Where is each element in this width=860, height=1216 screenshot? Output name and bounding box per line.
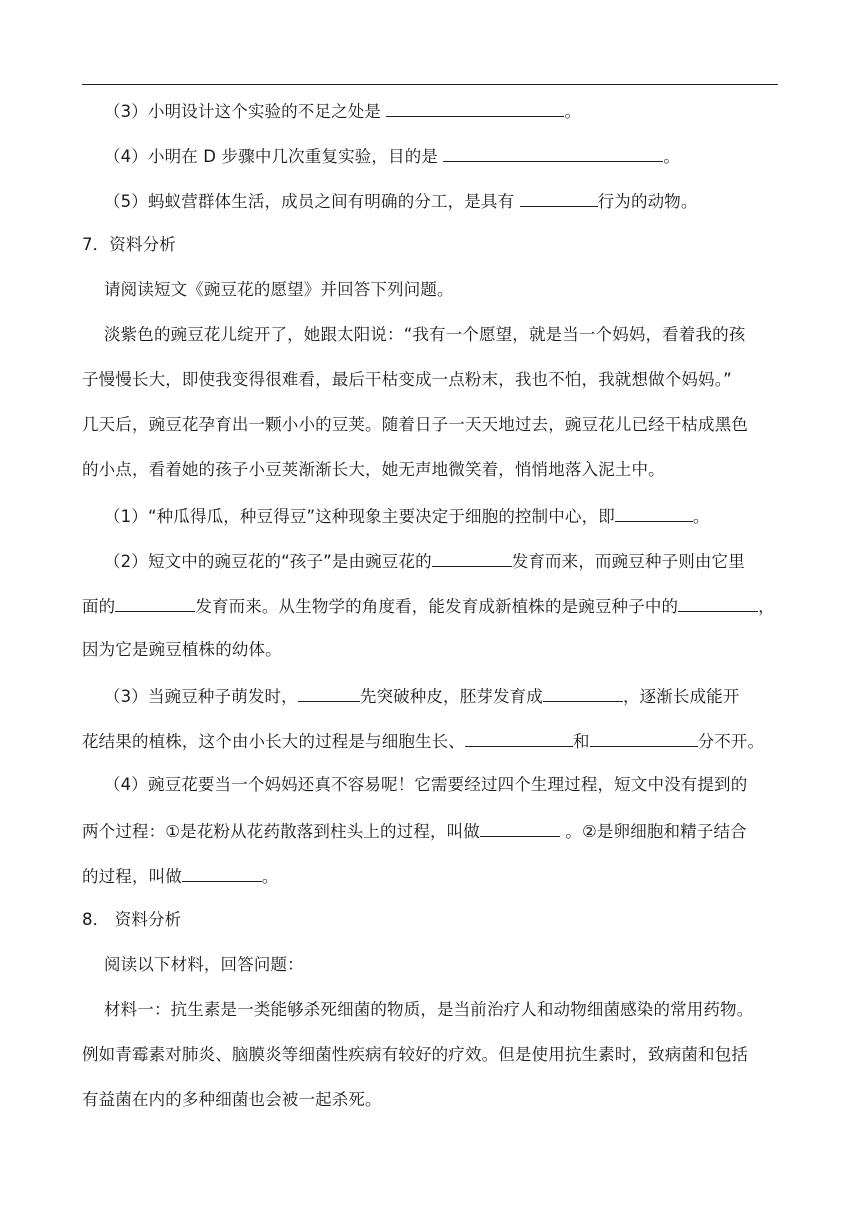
answer-blank[interactable] [543, 684, 623, 702]
q7-story-line-2: 子慢慢长大，即使我变得很难看，最后干枯变成一点粉末，我也不怕，我就想做个妈妈。” [82, 370, 732, 389]
q7-story-line-4: 的小点，看着她的孩子小豆荚渐渐长大，她无声地微笑着，悄悄地落入泥土中。 [82, 460, 665, 479]
q7-part3-line-1: （3）当豌豆种子萌发时， 先突破种皮，胚芽发育成 ，逐渐长成能开 [104, 684, 784, 708]
q8-heading: 8． 资料分析 [82, 910, 182, 929]
q7-part1: （1）“种瓜得瓜，种豆得豆”这种现象主要决定于细胞的控制中心，即 。 [104, 504, 784, 528]
q7-part4-line-3: 的过程，叫做 。 [82, 864, 782, 888]
q7-part2-line-1: （2）短文中的豌豆花的“孩子”是由豌豆花的 发育而来，而豌豆种子则由它里 [104, 549, 784, 573]
answer-blank[interactable] [432, 549, 512, 567]
q8-intro: 阅读以下材料，回答问题： [104, 955, 304, 974]
q7-story-line-3: 几天后，豌豆花孕育出一颗小小的豆荚。随着日子一天天地过去，豌豆花儿已经干枯成黑色 [82, 415, 748, 434]
q6-part4-text: （4）小明在 D 步骤中几次重复实验，目的是 [104, 147, 444, 166]
q6-part4: （4）小明在 D 步骤中几次重复实验，目的是 。 [104, 144, 784, 168]
q7-part4-line-2: 两个过程：①是花粉从花药散落到柱头上的过程，叫做 。②是卵细胞和精子结合 [82, 819, 782, 843]
q7-story-line-1: 淡紫色的豌豆花儿绽开了，她跟太阳说：“我有一个愿望，就是当一个妈妈，看着我的孩 [104, 325, 746, 344]
answer-blank[interactable] [590, 729, 698, 747]
q6-part3: （3）小明设计这个实验的不足之处是 。 [104, 99, 784, 123]
answer-blank[interactable] [520, 189, 598, 207]
answer-blank[interactable] [386, 99, 564, 117]
q8-material1-line-2: 例如青霉素对肺炎、脑膜炎等细菌性疾病有较好的疗效。但是使用抗生素时，致病菌和包括 [82, 1045, 748, 1064]
q7-heading: 7．资料分析 [82, 235, 176, 254]
answer-blank[interactable] [182, 864, 262, 882]
answer-blank[interactable] [615, 504, 693, 522]
answer-blank[interactable] [678, 594, 758, 612]
q6-part5: （5）蚂蚁营群体生活，成员之间有明确的分工，是具有 行为的动物。 [104, 189, 784, 213]
q6-part3-text: （3）小明设计这个实验的不足之处是 [104, 102, 387, 121]
q7-part2-line-2: 面的 发育而来。从生物学的角度看，能发育成新植株的是豌豆种子中的 ， [82, 594, 782, 618]
answer-blank[interactable] [298, 684, 360, 702]
q8-material1-line-1: 材料一：抗生素是一类能够杀死细菌的物质，是当前治疗人和动物细菌感染的常用药物。 [104, 1000, 754, 1019]
q6-part5-text: （5）蚂蚁营群体生活，成员之间有明确的分工，是具有 [104, 192, 520, 211]
answer-blank[interactable] [480, 819, 560, 837]
q7-part3-line-2: 花结果的植株，这个由小长大的过程是与细胞生长、 和 分不开。 [82, 729, 782, 753]
q8-material1-line-3: 有益菌在内的多种细菌也会被一起杀死。 [82, 1090, 382, 1109]
q7-part4-line-1: （4）豌豆花要当一个妈妈还真不容易呢！它需要经过四个生理过程，短文中没有提到的 [104, 775, 748, 794]
q7-intro: 请阅读短文《豌豆花的愿望》并回答下列问题。 [104, 280, 454, 299]
answer-blank[interactable] [115, 594, 195, 612]
answer-blank[interactable] [443, 144, 663, 162]
answer-blank[interactable] [465, 729, 573, 747]
header-rule [82, 84, 778, 85]
q7-part2-line-3: 因为它是豌豆植株的幼体。 [82, 640, 282, 659]
